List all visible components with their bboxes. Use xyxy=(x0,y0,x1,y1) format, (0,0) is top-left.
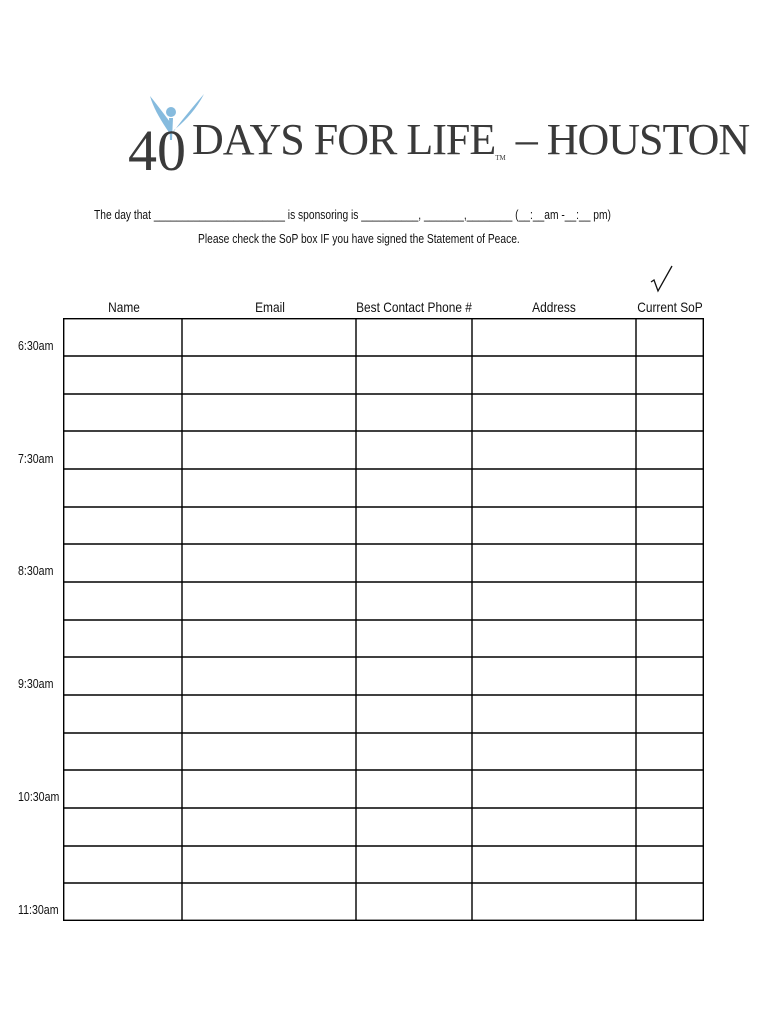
sop-instruction: Please check the SoP box IF you have signed the Statement of Peace. xyxy=(198,232,520,246)
column-header-name: Name xyxy=(108,299,140,315)
column-header-sop: Current SoP xyxy=(637,299,703,315)
signup-grid xyxy=(63,318,704,921)
check-mark-icon xyxy=(649,264,675,294)
time-slot: 7:30am xyxy=(18,452,54,466)
logo-number: 40 xyxy=(128,118,186,183)
sponsor-line: The day that _______________________ is sponsoring is __________, _______,________ (__:__am -__:__ pm) xyxy=(94,208,611,222)
time-slot: 8:30am xyxy=(18,564,54,578)
time-slot: 9:30am xyxy=(18,677,54,691)
logo xyxy=(128,92,750,184)
time-slot: 11:30am xyxy=(18,903,59,917)
column-header-phone: Best Contact Phone # xyxy=(356,299,472,315)
time-slot: 6:30am xyxy=(18,339,54,353)
logo-wordmark: DAYS FOR LIFETM – HOUSTON xyxy=(192,115,750,164)
column-header-address: Address xyxy=(532,299,576,315)
time-slot: 10:30am xyxy=(18,790,60,804)
column-header-email: Email xyxy=(255,299,285,315)
